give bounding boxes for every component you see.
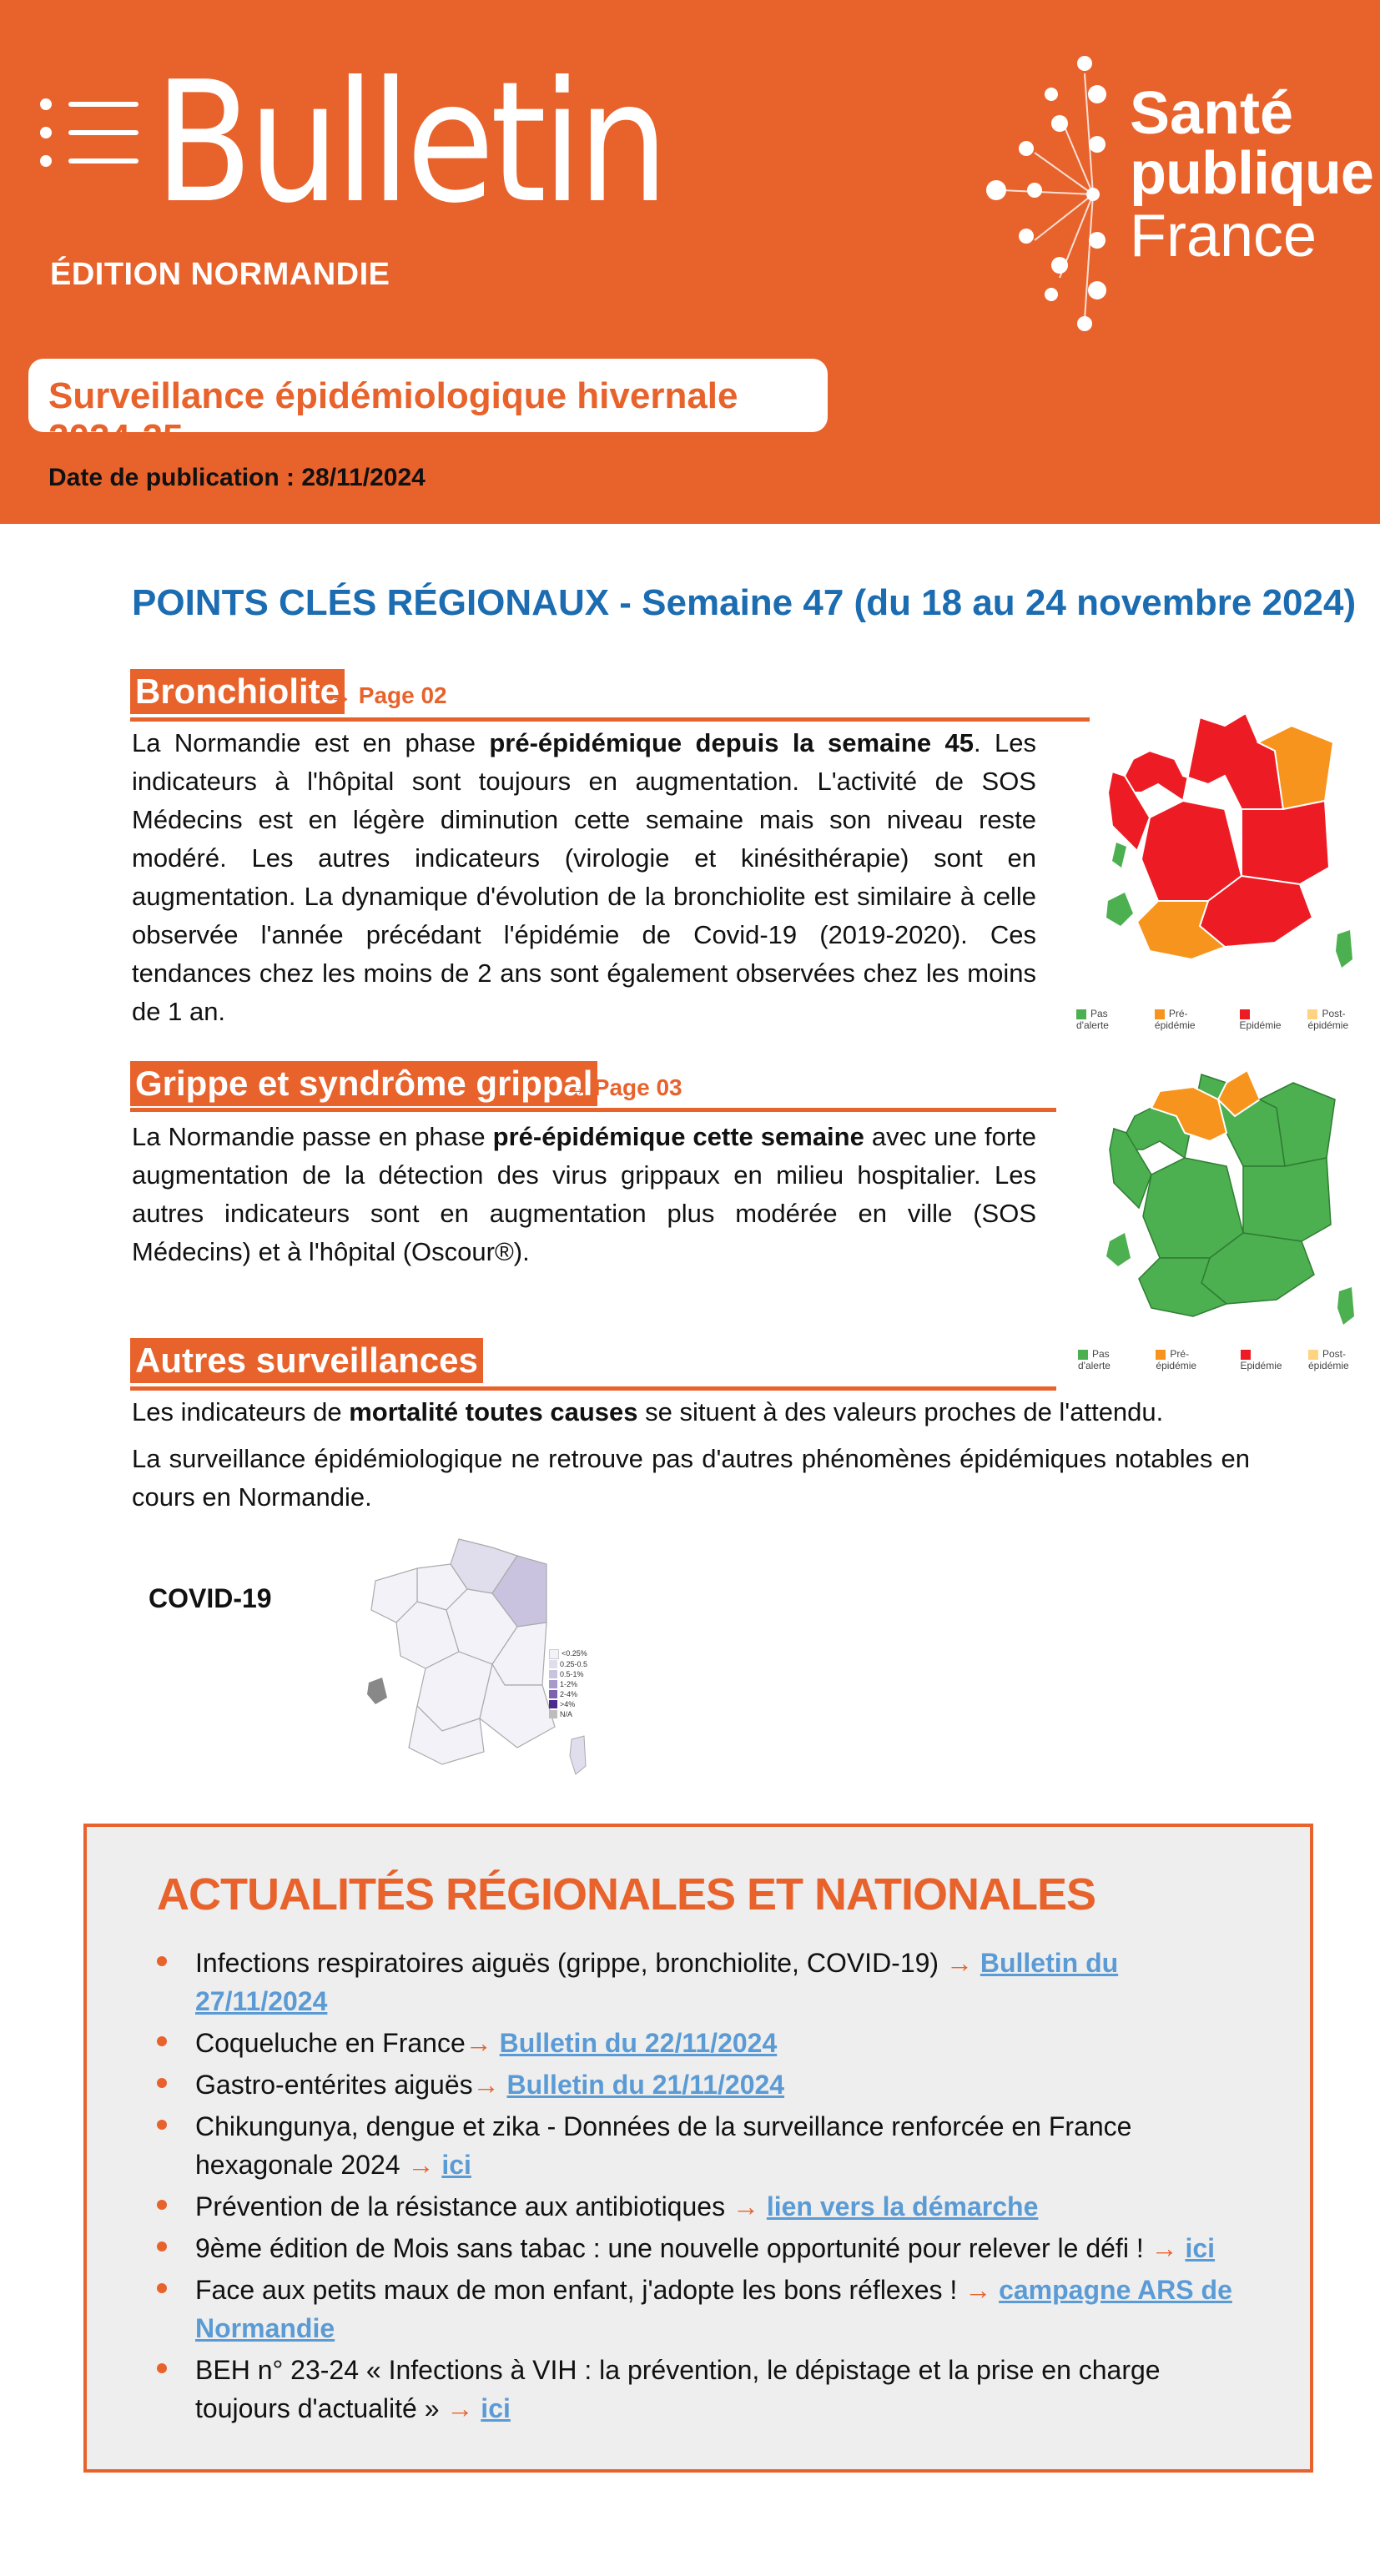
autres-text-2: La surveillance épidémiologique ne retrouve pas d'autres phénomènes épidémiques notables en cours en Normandie. [132,1444,1250,1512]
bronchiolite-text: La Normandie est en phase pré-épidémique depuis la semaine 45. Les indicateurs à l'hôpital sont toujours en augmentation. L'activité de SOS Médecins est en légère diminution cette semaine mais son niveau reste modéré. Les autres indicateurs (virologie et kinésithérapie) sont en augmentation. La dynamique d'évolution de la bronchiolite est similaire à celle observée l'année précédant l'épidémie de Covid-19 (2019-2020). Ces tendances chez les moins de 2 ans sont également observées chez les moins de 1 an. [132,728,1036,1026]
section-divider [130,1108,1056,1112]
actualites-box [83,1824,1313,2473]
grippe-page-link[interactable]: → Page 03 [564,1074,682,1100]
list-item: Chikungunya, dengue et zika - Données de la surveillance renforcée en France hexagonale 2024 → ici [154,2107,1238,2184]
list-item: Infections respiratoires aiguës (grippe, bronchiolite, COVID-19) → Bulletin du 27/11/2024 [154,1944,1238,2020]
bulletin-link[interactable]: Bulletin du 22/11/2024 [499,2028,778,2058]
sante-publique-logo-icon [985,48,1126,340]
actualites-list [154,1944,1238,2431]
covid-label: COVID-19 [149,1583,272,1613]
bronchiolite-section-title: Bronchiolite [130,669,345,714]
list-item: BEH n° 23-24 « Infections à VIH : la prévention, le dépistage et la prise en charge toujours d'actualité » → ici [154,2351,1238,2428]
list-item: Gastro-entérites aiguës→ Bulletin du 21/11/2024 [154,2065,1238,2104]
edition-label: ÉDITION NORMANDIE [50,257,390,292]
bulletin-link[interactable]: Bulletin du 21/11/2024 [506,2070,785,2100]
bulletin-link[interactable]: Bulletin du 27/11/2024 [195,1948,1119,2016]
section-divider [130,717,1090,722]
covid-map-legend: <0.25% 0.25-0.5 0.5-1% 1-2% 2-4% >4% N/A [549,1648,587,1719]
ici-link[interactable]: ici [1185,2233,1216,2263]
bulletin-title: Bulletin [154,46,665,240]
campagne-ars-link[interactable]: campagne ARS de Normandie [195,2275,1232,2343]
list-item: 9ème édition de Mois sans tabac : une nouvelle opportunité pour relever le défi ! → ici [154,2229,1238,2267]
header-banner [0,0,1380,524]
sante-publique-logo-text: Santé publique France [1130,80,1373,269]
list-item: Face aux petits maux de mon enfant, j'adopte les bons réflexes ! → campagne ARS de Normandie [154,2271,1238,2347]
list-item: Coqueluche en France→ Bulletin du 22/11/2024 [154,2024,1238,2062]
grippe-france-map [1101,1066,1368,1341]
key-points-title: POINTS CLÉS RÉGIONAUX - Semaine 47 (du 18 au 24 novembre 2024) [132,582,1357,623]
grippe-section-title: Grippe et syndrôme grippal [130,1061,597,1106]
actualites-title: ACTUALITÉS RÉGIONALES ET NATIONALES [157,1869,1096,1919]
autres-text-1: Les indicateurs de mortalité toutes causes se situent à des valeurs proches de l'attendu. [132,1397,1164,1426]
demarche-link[interactable]: lien vers la démarche [766,2191,1039,2221]
grippe-text: La Normandie passe en phase pré-épidémique cette semaine avec une forte augmentation de la détection des virus grippaux en milieu hospitalier. Les autres indicateurs sont en augmentation plus modérée en ville (SOS Médecins) et à l'hôpital (Oscour®). [132,1122,1037,1266]
list-item: Prévention de la résistance aux antibiotiques → lien vers la démarche [154,2187,1238,2226]
surveillance-title-box [28,359,828,458]
section-divider [130,1386,1056,1391]
ici-link[interactable]: ici [441,2150,471,2180]
ici-link[interactable]: ici [481,2393,511,2423]
grippe-map-legend: Pas d'alerte Pré-épidémie Epidémie Post-épidémie [1078,1348,1349,1371]
bronchiolite-page-link[interactable]: → Page 02 [329,682,447,708]
publication-date: Date de publication : 28/11/2024 [48,464,426,491]
surveillance-title: Surveillance épidémiologique hivernale 2024-25 [48,375,738,458]
bronchiolite-france-map [1100,709,1367,984]
bronchiolite-map-legend: Pas d'alerte Pré-épidémie Epidémie Post-épidémie [1076,1008,1349,1031]
autres-section-title: Autres surveillances [130,1338,483,1383]
